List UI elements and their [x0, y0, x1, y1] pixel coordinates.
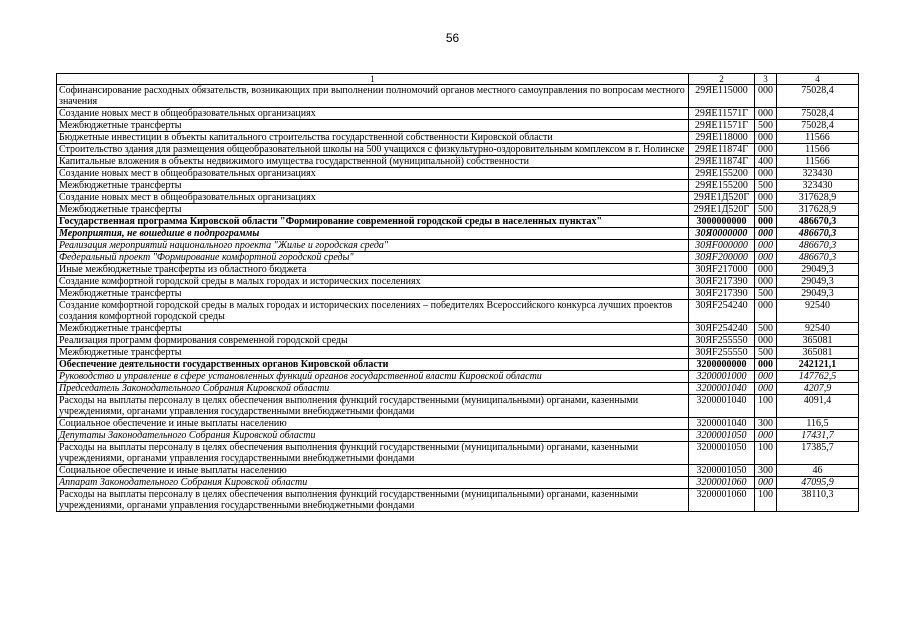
row-name-cell: Создание новых мест в общеобразовательных организациях [57, 168, 689, 180]
row-code-cell: 29ЯЕ155200 [689, 168, 755, 180]
row-code-cell: 29ЯЕ11571Г [689, 120, 755, 132]
table-row [57, 489, 859, 512]
row-type-cell: 000 [755, 477, 777, 489]
row-type-cell: 500 [755, 323, 777, 335]
table-row [57, 335, 859, 347]
row-code-cell: 3200000000 [689, 359, 755, 371]
table-row [57, 418, 859, 430]
row-name-cell: Межбюджетные трансферты [57, 288, 689, 300]
row-sum-cell: 92540 [777, 323, 859, 335]
row-code-cell: 29ЯЕ118000 [689, 132, 755, 144]
row-name-cell: Расходы на выплаты персоналу в целях обеспечения выполнения функций государственными (муниципальными) органами, казенными учреждениями, органами управления государственными внебюджетными фондами [57, 442, 689, 465]
row-type-cell: 000 [755, 240, 777, 252]
row-type-cell: 000 [755, 276, 777, 288]
row-code-cell: 3200001040 [689, 383, 755, 395]
row-name-cell: Социальное обеспечение и иные выплаты населению [57, 465, 689, 477]
row-code-cell: 29ЯЕ11874Г [689, 156, 755, 168]
table-row [57, 204, 859, 216]
row-name-cell: Строительство здания для размещения общеобразовательной школы на 500 учащихся с физкультурно-оздоровительным комплексом в г. Нолинске [57, 144, 689, 156]
row-name-cell: Межбюджетные трансферты [57, 120, 689, 132]
row-code-cell: 3200001050 [689, 430, 755, 442]
row-name-cell: Межбюджетные трансферты [57, 180, 689, 192]
row-code-cell: 3200001000 [689, 371, 755, 383]
table-row [57, 288, 859, 300]
row-type-cell: 100 [755, 442, 777, 465]
table-row [57, 144, 859, 156]
table-row [57, 395, 859, 418]
row-type-cell: 300 [755, 418, 777, 430]
table-row [57, 383, 859, 395]
row-name-cell: Софинансирование расходных обязательств, возникающих при выполнении полномочий органов местного самоуправления по вопросам местного значения [57, 85, 689, 108]
table-row [57, 300, 859, 323]
row-name-cell: Председатель Законодательного Собрания Кировской области [57, 383, 689, 395]
row-type-cell: 500 [755, 288, 777, 300]
row-type-cell: 000 [755, 228, 777, 240]
table-row [57, 228, 859, 240]
row-type-cell: 000 [755, 192, 777, 204]
table-row [57, 108, 859, 120]
row-name-cell: Создание новых мест в общеобразовательных организациях [57, 108, 689, 120]
table-row [57, 156, 859, 168]
row-code-cell: 30ЯF217390 [689, 288, 755, 300]
row-name-cell: Социальное обеспечение и иные выплаты населению [57, 418, 689, 430]
row-name-cell: Создание комфортной городской среды в малых городах и исторических поселениях – победителях Всероссийского конкурса лучших проектов создания комфортной городской среды [57, 300, 689, 323]
row-name-cell: Межбюджетные трансферты [57, 347, 689, 359]
table-body [57, 85, 859, 512]
row-sum-cell: 92540 [777, 300, 859, 323]
row-type-cell: 000 [755, 430, 777, 442]
row-code-cell: 30ЯF000000 [689, 240, 755, 252]
row-type-cell: 000 [755, 300, 777, 323]
table-row [57, 85, 859, 108]
row-name-cell: Реализация программ формирования современной городской среды [57, 335, 689, 347]
row-code-cell: 30ЯF217000 [689, 264, 755, 276]
row-name-cell: Межбюджетные трансферты [57, 323, 689, 335]
row-sum-cell: 323430 [777, 180, 859, 192]
column-header-name: 1 [57, 74, 689, 85]
row-code-cell: 29ЯЕ11571Г [689, 108, 755, 120]
table-row [57, 216, 859, 228]
row-code-cell: 3200001040 [689, 395, 755, 418]
row-code-cell: 3200001050 [689, 442, 755, 465]
table-row [57, 442, 859, 465]
table-row [57, 192, 859, 204]
row-sum-cell: 38110,3 [777, 489, 859, 512]
table-header-row [57, 74, 859, 85]
row-code-cell: 3200001040 [689, 418, 755, 430]
row-type-cell: 000 [755, 252, 777, 264]
row-sum-cell: 486670,3 [777, 252, 859, 264]
row-sum-cell: 317628,9 [777, 204, 859, 216]
row-type-cell: 300 [755, 465, 777, 477]
row-type-cell: 000 [755, 216, 777, 228]
row-type-cell: 000 [755, 335, 777, 347]
row-name-cell: Капитальные вложения в объекты недвижимого имущества государственной (муниципальной) собственности [57, 156, 689, 168]
row-sum-cell: 47095,9 [777, 477, 859, 489]
row-sum-cell: 317628,9 [777, 192, 859, 204]
row-type-cell: 500 [755, 180, 777, 192]
row-type-cell: 400 [755, 156, 777, 168]
row-name-cell: Расходы на выплаты персоналу в целях обеспечения выполнения функций государственными (муниципальными) органами, казенными учреждениями, органами управления государственными внебюджетными фондами [57, 395, 689, 418]
table-row [57, 347, 859, 359]
row-name-cell: Иные межбюджетные трансферты из областного бюджета [57, 264, 689, 276]
row-sum-cell: 486670,3 [777, 216, 859, 228]
row-name-cell: Создание новых мест в общеобразовательных организациях [57, 192, 689, 204]
row-sum-cell: 323430 [777, 168, 859, 180]
row-code-cell: 30ЯF200000 [689, 252, 755, 264]
table-row [57, 359, 859, 371]
row-sum-cell: 29049,3 [777, 264, 859, 276]
row-type-cell: 100 [755, 395, 777, 418]
table-row [57, 240, 859, 252]
row-name-cell: Создание комфортной городской среды в малых городах и исторических поселениях [57, 276, 689, 288]
row-name-cell: Федеральный проект "Формирование комфортной городской среды" [57, 252, 689, 264]
row-sum-cell: 75028,4 [777, 108, 859, 120]
row-name-cell: Государственная программа Кировской области "Формирование современной городской среды в населенных пунктах" [57, 216, 689, 228]
row-sum-cell: 11566 [777, 156, 859, 168]
row-type-cell: 000 [755, 359, 777, 371]
row-code-cell: 30ЯF255550 [689, 347, 755, 359]
row-sum-cell: 116,5 [777, 418, 859, 430]
row-sum-cell: 4207,9 [777, 383, 859, 395]
row-sum-cell: 29049,3 [777, 276, 859, 288]
table-row [57, 120, 859, 132]
table-row [57, 465, 859, 477]
row-code-cell: 3200001060 [689, 477, 755, 489]
row-name-cell: Руководство и управление в сфере установленных функций органов государственной власти Кировской области [57, 371, 689, 383]
row-name-cell: Межбюджетные трансферты [57, 204, 689, 216]
row-type-cell: 000 [755, 85, 777, 108]
row-code-cell: 29ЯЕ1Д520Г [689, 204, 755, 216]
row-code-cell: 29ЯЕ11874Г [689, 144, 755, 156]
row-code-cell: 30ЯF254240 [689, 300, 755, 323]
row-sum-cell: 147762,5 [777, 371, 859, 383]
table-row [57, 477, 859, 489]
table-row [57, 323, 859, 335]
row-code-cell: 30Я0000000 [689, 228, 755, 240]
table-row [57, 252, 859, 264]
page-number: 56 [445, 31, 460, 45]
row-type-cell: 000 [755, 144, 777, 156]
row-sum-cell: 46 [777, 465, 859, 477]
row-sum-cell: 365081 [777, 335, 859, 347]
row-sum-cell: 17431,7 [777, 430, 859, 442]
row-sum-cell: 486670,3 [777, 240, 859, 252]
table-row [57, 264, 859, 276]
row-sum-cell: 486670,3 [777, 228, 859, 240]
table-row [57, 430, 859, 442]
column-header-type: 3 [755, 74, 777, 85]
row-name-cell: Мероприятия, не вошедшие в подпрограммы [57, 228, 689, 240]
row-sum-cell: 11566 [777, 144, 859, 156]
row-sum-cell: 17385,7 [777, 442, 859, 465]
row-type-cell: 000 [755, 108, 777, 120]
row-code-cell: 30ЯF255550 [689, 335, 755, 347]
row-name-cell: Бюджетные инвестиции в объекты капитального строительства государственной собственности Кировской области [57, 132, 689, 144]
row-sum-cell: 242121,1 [777, 359, 859, 371]
table-row [57, 168, 859, 180]
row-type-cell: 000 [755, 132, 777, 144]
row-type-cell: 000 [755, 383, 777, 395]
row-name-cell: Расходы на выплаты персоналу в целях обеспечения выполнения функций государственными (муниципальными) органами, казенными учреждениями, органами управления государственными внебюджетными фондами [57, 489, 689, 512]
row-type-cell: 500 [755, 204, 777, 216]
table-row [57, 276, 859, 288]
row-sum-cell: 75028,4 [777, 120, 859, 132]
row-sum-cell: 75028,4 [777, 85, 859, 108]
row-type-cell: 100 [755, 489, 777, 512]
row-name-cell: Обеспечение деятельности государственных органов Кировской области [57, 359, 689, 371]
table-row [57, 180, 859, 192]
row-code-cell: 30ЯF254240 [689, 323, 755, 335]
row-sum-cell: 4091,4 [777, 395, 859, 418]
row-type-cell: 000 [755, 168, 777, 180]
row-name-cell: Аппарат Законодательного Собрания Кировской области [57, 477, 689, 489]
row-code-cell: 3200001050 [689, 465, 755, 477]
row-code-cell: 3000000000 [689, 216, 755, 228]
row-sum-cell: 365081 [777, 347, 859, 359]
row-code-cell: 29ЯЕ155200 [689, 180, 755, 192]
row-sum-cell: 29049,3 [777, 288, 859, 300]
row-sum-cell: 11566 [777, 132, 859, 144]
row-code-cell: 30ЯF217390 [689, 276, 755, 288]
table-row [57, 132, 859, 144]
table-row [57, 371, 859, 383]
row-code-cell: 29ЯЕ1Д520Г [689, 192, 755, 204]
row-type-cell: 500 [755, 347, 777, 359]
row-type-cell: 000 [755, 371, 777, 383]
row-type-cell: 000 [755, 264, 777, 276]
row-code-cell: 3200001060 [689, 489, 755, 512]
row-code-cell: 29ЯЕ115000 [689, 85, 755, 108]
column-header-code: 2 [689, 74, 755, 85]
column-header-sum: 4 [777, 74, 859, 85]
row-name-cell: Депутаты Законодательного Собрания Кировской области [57, 430, 689, 442]
row-name-cell: Реализация мероприятий национального проекта "Жилье и городская среда" [57, 240, 689, 252]
row-type-cell: 500 [755, 120, 777, 132]
budget-table [56, 73, 859, 512]
